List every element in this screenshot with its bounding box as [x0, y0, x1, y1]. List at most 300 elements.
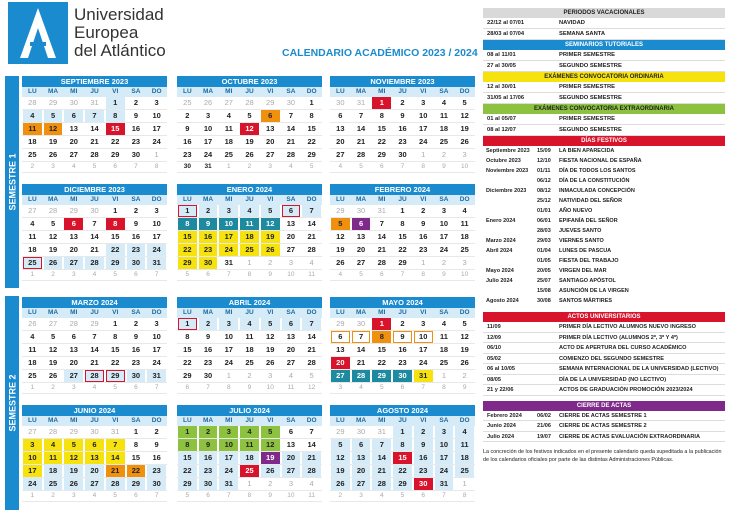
activity-name: ACTOS DE GRADUACIÓN PROMOCIÓN 2023/2024 — [559, 387, 693, 393]
day-cell: 13 — [286, 440, 296, 449]
week-row — [330, 162, 475, 173]
day-cell: 7 — [154, 384, 159, 391]
day-cell: 15 — [131, 453, 141, 462]
day-cell: 4 — [92, 492, 97, 499]
month-title: DICIEMBRE 2023 — [22, 184, 167, 195]
day-cell: 2 — [462, 371, 467, 380]
day-cell: 2 — [338, 492, 343, 499]
day-cell: 25 — [224, 150, 233, 159]
day-cell: 4 — [23, 110, 42, 122]
holiday-row — [483, 216, 725, 226]
day-cell: 21 — [372, 465, 391, 477]
day-cell: 8 — [442, 384, 446, 391]
day-cell: 13 — [356, 232, 366, 241]
day-cell: 14 — [90, 345, 99, 354]
day-cell: 31 — [111, 427, 120, 436]
day-cell: 25 — [460, 245, 469, 254]
day-cell: 22 — [393, 465, 412, 477]
weekday-label: MA — [356, 417, 367, 424]
week-row — [330, 426, 475, 439]
holiday-name: INMACULADA CONCEPCIÓN — [559, 188, 635, 194]
section-header: EXÁMENES CONVOCATORIA EXTRAORDINARIA — [483, 104, 725, 114]
day-cell: 16 — [203, 345, 213, 354]
day-cell: 11 — [23, 123, 42, 135]
day-cell: 7 — [309, 427, 314, 436]
week-row — [177, 136, 322, 149]
week-row — [177, 244, 322, 257]
week-row — [22, 149, 167, 162]
closing-month: Julio 2024 — [487, 433, 515, 440]
holiday-month: Agosto 2024 — [486, 298, 519, 304]
day-cell: 9 — [400, 111, 405, 120]
day-cell: 9 — [442, 271, 446, 278]
day-cell: 23 — [131, 137, 141, 146]
day-cell: 2 — [400, 319, 405, 328]
weekday-header — [22, 308, 167, 318]
weekday-label: MA — [48, 88, 59, 95]
day-cell: 19 — [48, 358, 58, 367]
day-cell: 28 — [85, 370, 104, 382]
weekday-label: JU — [245, 417, 254, 424]
day-cell: 5 — [247, 111, 252, 120]
day-cell: 5 — [113, 271, 118, 278]
day-cell: 10 — [219, 439, 238, 451]
day-cell: 10 — [287, 492, 295, 499]
closing-month: Febrero 2024 — [487, 412, 522, 419]
month-title: NOVIEMBRE 2023 — [330, 76, 475, 87]
day-cell: 7 — [134, 163, 138, 170]
weekday-label: DO — [306, 88, 317, 95]
day-cell: 20 — [69, 358, 78, 367]
closing-row — [483, 421, 725, 432]
day-cell: 4 — [359, 384, 363, 391]
weekday-label: MI — [70, 196, 78, 203]
day-cell: 9 — [199, 439, 218, 451]
day-cell: 1 — [178, 318, 197, 330]
day-cell: 12 — [266, 332, 275, 341]
week-row — [22, 136, 167, 149]
week-row — [330, 452, 475, 465]
day-cell: 13 — [69, 232, 78, 241]
holiday-month: Marzo 2024 — [486, 238, 516, 244]
day-cell: 27 — [64, 370, 83, 382]
weekday-label: SA — [286, 309, 296, 316]
day-cell: 7 — [400, 163, 405, 170]
weekday-label: MI — [225, 196, 233, 203]
week-row — [330, 136, 475, 149]
weekday-label: MI — [70, 88, 78, 95]
day-cell: 23 — [419, 245, 428, 254]
week-row — [330, 218, 475, 231]
day-cell: 19 — [48, 245, 58, 254]
holiday-date: 28/03 — [537, 228, 551, 234]
day-cell: 6 — [400, 384, 405, 391]
day-cell: 25 — [245, 358, 254, 367]
day-cell: 9 — [268, 492, 273, 499]
day-cell: 4 — [226, 111, 231, 120]
weekday-label: MA — [48, 309, 59, 316]
day-cell: 4 — [30, 332, 35, 341]
week-row — [177, 205, 322, 218]
day-cell: 7 — [379, 219, 384, 228]
day-cell: 1 — [178, 426, 197, 438]
day-cell: 24 — [219, 244, 238, 256]
day-cell: 9 — [205, 332, 211, 341]
day-cell: 20 — [85, 465, 104, 477]
weekday-label: DO — [151, 417, 162, 424]
day-cell: 15 — [183, 345, 192, 354]
day-cell: 8 — [247, 492, 252, 499]
closing-row — [483, 411, 725, 422]
day-cell: 15 — [178, 452, 197, 464]
weekday-label: VI — [112, 417, 119, 424]
day-cell: 10 — [414, 331, 433, 343]
day-cell: 27 — [336, 150, 345, 159]
day-cell: 23 — [127, 244, 146, 256]
section-header: SEMINARIOS TUTORIALES — [483, 40, 725, 50]
period-section — [483, 72, 725, 104]
day-cell: 6 — [338, 111, 343, 120]
period-label: SEGUNDO SEMESTRE — [559, 63, 622, 69]
day-cell: 13 — [336, 345, 345, 354]
period-section — [483, 104, 725, 136]
closing-name: CIERRE DE ACTAS EVALUACIÓN EXTRAORDINARIA — [559, 433, 700, 440]
day-cell: 22 — [106, 244, 125, 256]
day-cell: 13 — [266, 124, 275, 133]
month-calendar — [22, 297, 167, 394]
day-cell: 8 — [421, 271, 426, 278]
period-label: NAVIDAD — [559, 20, 585, 26]
day-cell: 5 — [359, 163, 363, 170]
day-cell: 4 — [288, 371, 293, 380]
weekday-label: JU — [398, 417, 407, 424]
day-cell: 12 — [64, 452, 83, 464]
period-row — [483, 93, 725, 104]
day-cell: 27 — [28, 206, 37, 215]
day-cell: 30 — [393, 370, 412, 382]
weekday-label: LU — [336, 309, 345, 316]
week-row — [22, 244, 167, 257]
weekday-label: LU — [183, 196, 192, 203]
holiday-month: Abril 2024 — [486, 248, 513, 254]
week-row — [177, 97, 322, 110]
day-cell: 5 — [50, 332, 56, 341]
day-cell: 3 — [462, 150, 467, 159]
day-cell: 16 — [199, 452, 218, 464]
day-cell: 10 — [219, 218, 238, 230]
day-cell: 3 — [338, 384, 343, 391]
day-cell: 6 — [261, 110, 280, 122]
day-cell: 17 — [435, 452, 454, 464]
day-cell: 30 — [183, 163, 191, 170]
day-cell: 18 — [240, 231, 259, 243]
holiday-row — [483, 166, 725, 176]
week-row — [22, 426, 167, 439]
day-cell: 5 — [64, 439, 83, 451]
day-cell: 12 — [48, 345, 58, 354]
week-row — [22, 162, 167, 173]
day-cell: 26 — [245, 150, 254, 159]
day-cell: 25 — [240, 244, 259, 256]
day-cell: 12 — [460, 332, 469, 341]
day-cell: 5 — [92, 163, 97, 170]
day-cell: 24 — [152, 137, 161, 146]
month-title: JUNIO 2024 — [22, 405, 167, 416]
weekday-label: LU — [183, 309, 192, 316]
day-cell: 27 — [48, 319, 58, 328]
weekday-label: VI — [420, 309, 427, 316]
activity-row — [483, 322, 725, 333]
week-row — [22, 465, 167, 478]
day-cell: 27 — [28, 427, 37, 436]
weekday-label: MI — [378, 196, 386, 203]
day-cell: 30 — [90, 427, 99, 436]
month-title: AGOSTO 2024 — [330, 405, 475, 416]
period-section — [483, 40, 725, 72]
day-cell: 10 — [152, 111, 161, 120]
weekday-label: LU — [183, 88, 192, 95]
day-cell: 28 — [90, 150, 99, 159]
holiday-date: 12/10 — [537, 158, 551, 164]
day-cell: 2 — [199, 205, 218, 217]
day-cell: 29 — [307, 150, 316, 159]
day-cell: 22 — [111, 137, 120, 146]
day-cell: 24 — [439, 245, 449, 254]
day-cell: 10 — [439, 219, 449, 228]
day-cell: 9 — [268, 271, 273, 278]
period-label: SEMANA SANTA — [559, 31, 606, 37]
day-cell: 3 — [219, 426, 238, 438]
week-row — [330, 318, 475, 331]
weekday-label: DO — [151, 309, 162, 316]
period-dates: 12 al 30/01 — [487, 84, 517, 90]
week-row — [330, 383, 475, 394]
weekday-label: DO — [151, 196, 162, 203]
day-cell: 21 — [307, 232, 316, 241]
weekday-label: MA — [48, 417, 59, 424]
day-cell: 6 — [134, 384, 138, 391]
week-row — [330, 110, 475, 123]
day-cell: 13 — [286, 219, 296, 228]
day-cell: 1 — [421, 150, 426, 159]
section-header: EXÁMENES CONVOCATORIA ORDINARIA — [483, 72, 725, 82]
semester-2-band — [5, 296, 19, 510]
day-cell: 16 — [398, 124, 407, 133]
weekday-label: DO — [459, 196, 470, 203]
day-cell: 5 — [400, 492, 405, 499]
day-cell: 5 — [379, 384, 384, 391]
activities-list — [483, 322, 725, 396]
holiday-date: 29/03 — [537, 238, 551, 244]
weekday-label: SA — [439, 417, 449, 424]
day-cell: 11 — [28, 232, 37, 241]
day-cell: 19 — [261, 231, 280, 243]
day-cell: 4 — [30, 219, 35, 228]
day-cell: 7 — [154, 271, 159, 278]
day-cell: 30 — [127, 370, 146, 382]
day-cell: 30 — [69, 98, 78, 107]
closing-header: CIERRE DE ACTAS — [483, 401, 725, 411]
day-cell: 19 — [460, 124, 469, 133]
day-cell: 14 — [286, 124, 296, 133]
day-cell: 2 — [133, 319, 138, 328]
day-cell: 11 — [439, 332, 448, 341]
weekday-header — [330, 308, 475, 318]
day-cell: 6 — [134, 492, 138, 499]
day-cell: 20 — [69, 137, 78, 146]
day-cell: 1 — [178, 205, 197, 217]
weekday-label: DO — [306, 417, 317, 424]
day-cell: 8 — [113, 332, 118, 341]
week-row — [177, 110, 322, 123]
day-cell: 6 — [71, 332, 76, 341]
period-label: PRIMER SEMESTRE — [559, 84, 616, 90]
day-cell: 31 — [356, 98, 366, 107]
day-cell: 21 — [90, 358, 99, 367]
day-cell: 11 — [28, 345, 37, 354]
day-cell: 15 — [106, 123, 125, 135]
month-calendar — [22, 405, 167, 502]
day-cell: 8 — [393, 439, 412, 451]
day-cell: 5 — [309, 371, 314, 380]
month-calendar — [330, 297, 475, 394]
day-cell: 28 — [302, 465, 321, 477]
day-cell: 29 — [111, 150, 120, 159]
week-row — [22, 357, 167, 370]
day-cell: 1 — [400, 206, 405, 215]
day-cell: 18 — [245, 345, 254, 354]
day-cell: 1 — [247, 258, 252, 267]
holiday-month — [483, 226, 537, 236]
day-cell: 6 — [64, 218, 83, 230]
day-cell: 15 — [377, 124, 386, 133]
day-cell: 23 — [203, 358, 213, 367]
week-row — [22, 205, 167, 218]
day-cell: 13 — [69, 124, 78, 133]
day-cell: 11 — [460, 219, 469, 228]
weekday-label: VI — [267, 417, 274, 424]
holiday-month — [483, 206, 537, 216]
holiday-date: 15/09 — [537, 148, 551, 154]
period-label: PRIMER SEMESTRE — [559, 52, 616, 58]
activities-header: ACTOS UNIVERSITARIOS — [483, 312, 725, 322]
day-cell: 24 — [224, 358, 233, 367]
logo-text — [74, 6, 166, 60]
day-cell: 28 — [28, 98, 37, 107]
day-cell: 21 — [307, 345, 316, 354]
day-cell: 10 — [435, 439, 454, 451]
holiday-month: Octubre 2023 — [486, 158, 521, 164]
holiday-name: VIRGEN DEL MAR — [559, 268, 607, 274]
holiday-month: Julio 2024 — [486, 278, 513, 284]
month-calendar — [22, 184, 167, 281]
day-cell: 7 — [352, 331, 371, 343]
day-cell: 8 — [106, 110, 125, 122]
holiday-row — [483, 246, 725, 256]
day-cell: 2 — [268, 258, 273, 267]
day-cell: 30 — [127, 257, 146, 269]
period-label: SEGUNDO SEMESTRE — [559, 95, 622, 101]
day-cell: 2 — [247, 163, 252, 170]
day-cell: 27 — [286, 245, 296, 254]
day-cell: 18 — [28, 137, 37, 146]
activity-date: 08/05 — [487, 376, 501, 383]
day-cell: 29 — [48, 98, 58, 107]
week-row — [177, 218, 322, 231]
day-cell: 7 — [302, 205, 321, 217]
day-cell: 6 — [379, 271, 384, 278]
period-dates: 27 al 30/05 — [487, 63, 517, 69]
day-cell: 24 — [23, 478, 42, 490]
day-cell: 13 — [336, 124, 345, 133]
day-cell: 17 — [152, 232, 161, 241]
day-cell: 26 — [48, 371, 58, 380]
day-cell: 1 — [226, 371, 231, 380]
day-cell: 12 — [48, 232, 58, 241]
day-cell: 19 — [331, 465, 350, 477]
day-cell: 11 — [308, 271, 315, 278]
holiday-date: 20/05 — [537, 268, 551, 274]
period-row — [483, 50, 725, 61]
weekday-label: DO — [459, 417, 470, 424]
day-cell: 6 — [113, 163, 118, 170]
weekday-label: JU — [398, 196, 407, 203]
weekday-label: DO — [459, 88, 470, 95]
day-cell: 2 — [268, 479, 273, 488]
day-cell: 30 — [356, 319, 366, 328]
day-cell: 20 — [356, 245, 366, 254]
period-dates: 22/12 al 07/01 — [487, 20, 525, 26]
day-cell: 23 — [183, 150, 192, 159]
period-row — [483, 18, 725, 29]
day-cell: 18 — [28, 358, 37, 367]
week-row — [177, 257, 322, 270]
day-cell: 27 — [356, 258, 366, 267]
weekday-label: DO — [306, 196, 317, 203]
week-row — [22, 452, 167, 465]
day-cell: 5 — [309, 163, 314, 170]
day-cell: 2 — [51, 271, 55, 278]
day-cell: 28 — [307, 358, 316, 367]
holiday-row — [483, 146, 725, 156]
day-cell: 9 — [414, 439, 433, 451]
day-cell: 28 — [48, 206, 58, 215]
day-cell: 4 — [379, 492, 384, 499]
closing-list — [483, 411, 725, 443]
day-cell: 3 — [421, 98, 426, 107]
weekday-label: MI — [225, 88, 233, 95]
weekday-label: VI — [420, 88, 427, 95]
day-cell: 15 — [393, 452, 412, 464]
day-cell: 3 — [51, 163, 55, 170]
period-dates: 08 al 12/07 — [487, 127, 517, 133]
day-cell: 2 — [185, 111, 190, 120]
day-cell: 7 — [85, 110, 104, 122]
holiday-row — [483, 186, 725, 196]
day-cell: 19 — [48, 137, 58, 146]
weekday-label: VI — [267, 196, 274, 203]
day-cell: 4 — [240, 205, 259, 217]
day-cell: 21 — [377, 245, 386, 254]
activity-name: COMIENZO DEL SEGUNDO SEMESTRE — [559, 355, 664, 362]
day-cell: 12 — [460, 111, 469, 120]
day-cell: 7 — [421, 384, 426, 391]
day-cell: 6 — [352, 218, 371, 230]
day-cell: 1 — [462, 479, 467, 488]
day-cell: 10 — [23, 452, 42, 464]
weekday-label: SA — [286, 88, 296, 95]
day-cell: 5 — [261, 318, 280, 330]
